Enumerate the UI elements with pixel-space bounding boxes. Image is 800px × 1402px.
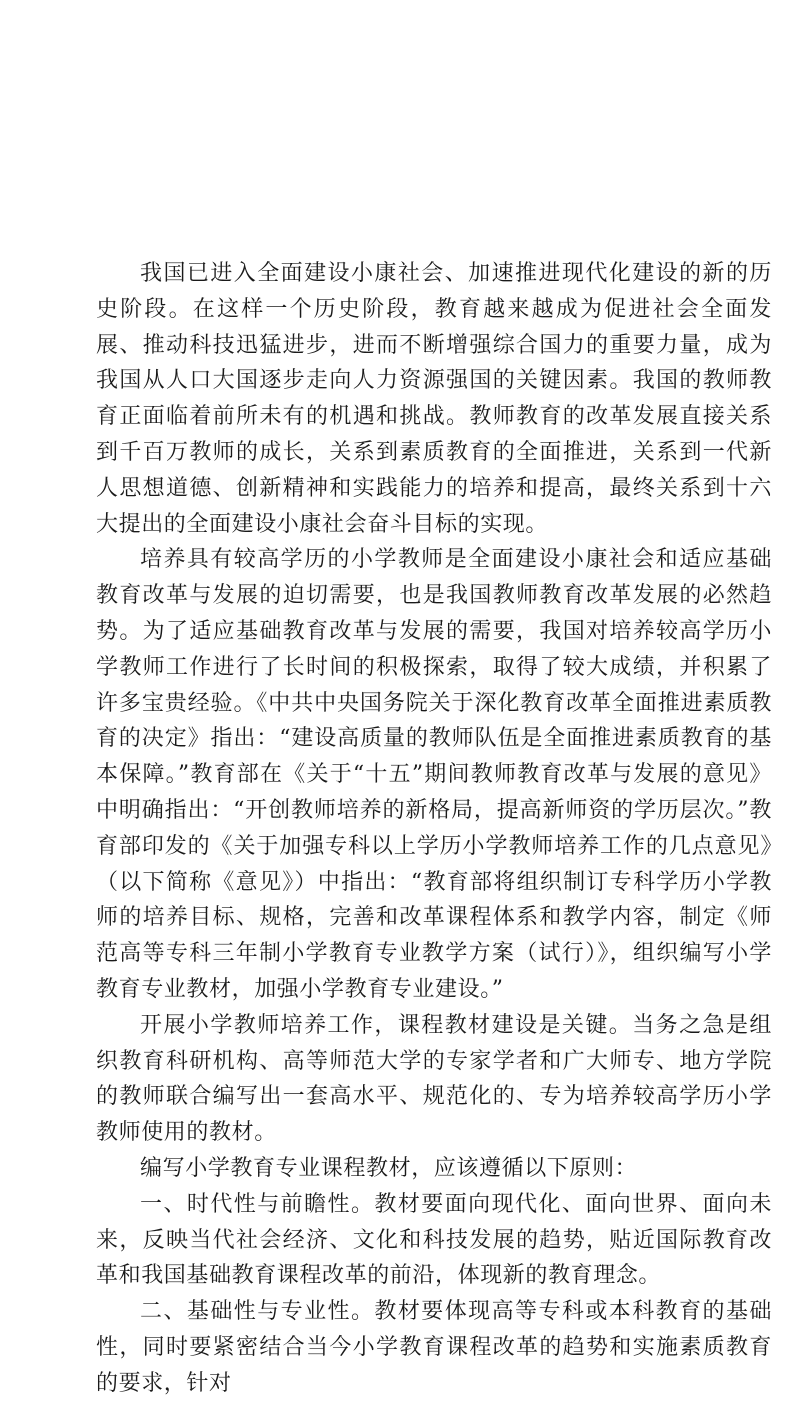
paragraph-2: 培养具有较高学历的小学教师是全面建设小康社会和适应基础教育改革与发展的迫切需要，也是我国教师教育改革发展的必然趋势。为了适应基础教育改革与发展的需要，我国对培养较高学历小学教师工作进行了长时间的积极探索，取得了较大成绩，并积累了许多宝贵经验。《中共中央国务院关于深化教育改革全面推进素质教育的决定》指出：“建设高质量的教师队伍是全面推进素质教育的基本保障。”教育部在《关于“十五”期间教师教育改革与发展的意见》中明确指出：“开创教师培养的新格局，提高新师资的学历层次。”教育部印发的《关于加强专科以上学历小学教师培养工作的几点意见》（以下简称《意见》）中指出：“教育部将组织制订专科学历小学教师的培养目标、规格，完善和改革课程体系和教学内容，制定《师范高等专科三年制小学教育专业教学方案（试行）》，组织编写小学教育专业教材，加强小学教育专业建设。” [96, 547, 772, 1002]
document-body [96, 256, 772, 1402]
paragraph-6: 二、基础性与专业性。教材要体现高等专科或本科教育的基础性，同时要紧密结合当今小学教育课程改革的趋势和实施素质教育的要求，针对 [96, 1299, 772, 1396]
paragraph-4: 编写小学教育专业课程教材，应该遵循以下原则： [140, 1155, 638, 1181]
paragraph-3: 开展小学教师培养工作，课程教材建设是关键。当务之急是组织教育科研机构、高等师范大学的专家学者和广大师专、地方学院的教师联合编写出一套高水平、规范化的、专为培养较高学历小学教师使用的教材。 [96, 1012, 772, 1146]
paragraph-5: 一、时代性与前瞻性。教材要面向现代化、面向世界、面向未来，反映当代社会经济、文化和科技发展的趋势，贴近国际教育改革和我国基础教育课程改革的前沿，体现新的教育理念。 [96, 1191, 772, 1289]
paragraph-1: 我国已进入全面建设小康社会、加速推进现代化建设的新的历史阶段。在这样一个历史阶段，教育越来越成为促进社会全面发展、推动科技迅猛进步，进而不断增强综合国力的重要力量，成为我国从人口大国逐步走向人力资源强国的关键因素。我国的教师教育正面临着前所未有的机遇和挑战。教师教育的改革发展直接关系到千百万教师的成长，关系到素质教育的全面推进，关系到一代新人思想道德、创新精神和实践能力的培养和提高，最终关系到十六大提出的全面建设小康社会奋斗目标的实现。 [96, 261, 772, 537]
